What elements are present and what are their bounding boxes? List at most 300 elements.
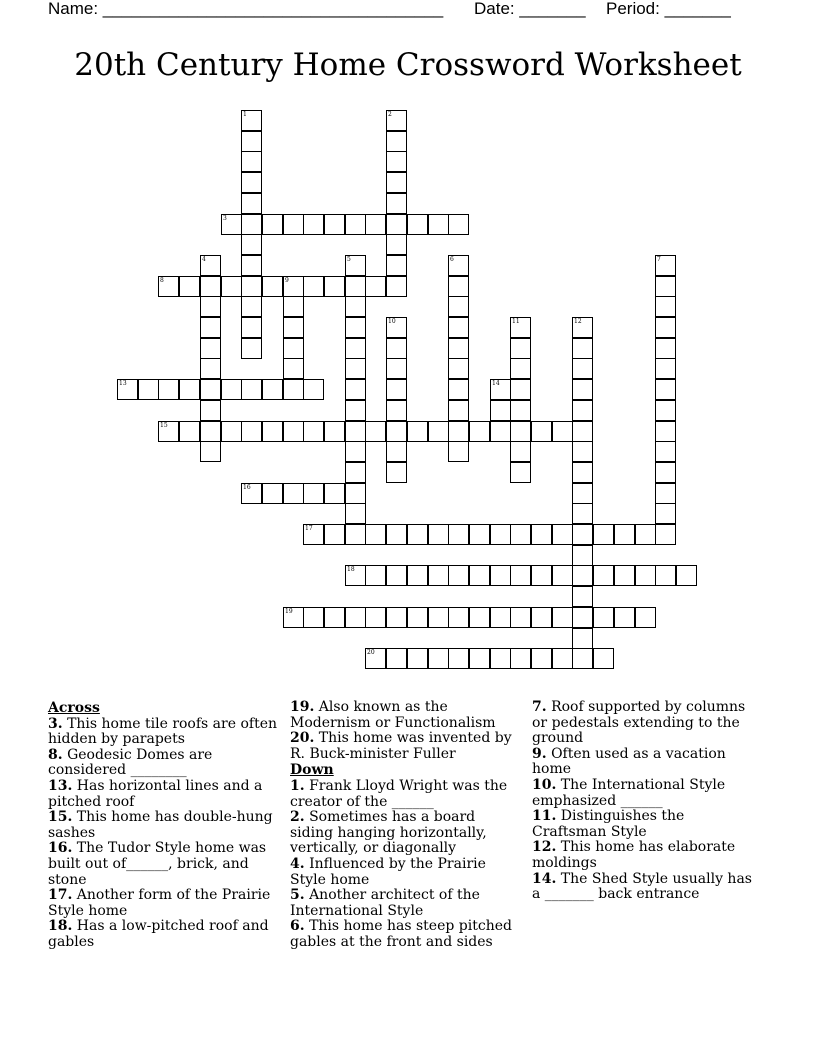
grid-cell[interactable]	[572, 565, 593, 586]
grid-cell[interactable]	[448, 255, 469, 276]
down-clue	[532, 778, 762, 809]
clue-number-label: 5.	[290, 887, 305, 904]
grid-cell[interactable]	[262, 421, 283, 442]
grid-cell[interactable]	[428, 648, 449, 669]
grid-cell[interactable]	[386, 607, 407, 628]
grid-cell[interactable]	[345, 524, 366, 545]
grid-cell[interactable]	[283, 338, 304, 359]
grid-cell[interactable]	[593, 565, 614, 586]
grid-cell[interactable]	[510, 358, 531, 379]
clue-number-label: 19.	[290, 699, 315, 715]
grid-cell[interactable]	[572, 358, 593, 379]
clue-text: Often used as a vacation home	[532, 745, 726, 778]
clue-text: Another form of the Prairie Style home	[48, 887, 271, 919]
grid-cell[interactable]	[614, 565, 635, 586]
grid-cell[interactable]	[531, 607, 552, 628]
grid-cell[interactable]	[365, 421, 386, 442]
grid-cell[interactable]	[365, 565, 386, 586]
grid-cell[interactable]	[572, 545, 593, 566]
across-clue	[48, 810, 278, 841]
grid-cell[interactable]	[469, 565, 490, 586]
grid-cell[interactable]	[200, 255, 221, 276]
grid-cell[interactable]	[469, 607, 490, 628]
grid-cell[interactable]	[448, 214, 469, 235]
grid-cell[interactable]	[179, 276, 200, 297]
grid-cell[interactable]	[448, 565, 469, 586]
grid-cell[interactable]	[490, 400, 511, 421]
grid-cell[interactable]	[324, 524, 345, 545]
grid-cell[interactable]	[303, 379, 324, 400]
clue-text: This home has elaborate moldings	[532, 839, 736, 871]
clue-text: The International Style emphasized ______	[532, 776, 726, 809]
grid-cell[interactable]	[386, 234, 407, 255]
grid-cell[interactable]	[241, 151, 262, 172]
grid-cell[interactable]	[386, 441, 407, 462]
grid-cell[interactable]	[531, 524, 552, 545]
grid-cell[interactable]	[200, 358, 221, 379]
grid-cell[interactable]	[345, 296, 366, 317]
grid-cell[interactable]	[655, 379, 676, 400]
grid-cell[interactable]	[572, 607, 593, 628]
grid-cell[interactable]	[655, 317, 676, 338]
clue-number: 1	[243, 111, 247, 118]
grid-cell[interactable]	[572, 586, 593, 607]
grid-cell[interactable]	[655, 462, 676, 483]
down-clue	[290, 888, 520, 919]
down-clue	[532, 809, 762, 840]
grid-cell[interactable]	[241, 317, 262, 338]
grid-cell[interactable]	[303, 607, 324, 628]
grid-cell[interactable]	[345, 421, 366, 442]
grid-cell[interactable]	[490, 379, 511, 400]
clue-text: This home tile roofs are often hidden by parapets	[48, 715, 277, 748]
grid-cell[interactable]	[283, 379, 304, 400]
grid-cell[interactable]	[283, 421, 304, 442]
grid-cell[interactable]	[572, 648, 593, 669]
grid-cell[interactable]	[448, 379, 469, 400]
grid-cell[interactable]	[241, 234, 262, 255]
grid-cell[interactable]	[345, 441, 366, 462]
grid-cell[interactable]	[386, 338, 407, 359]
grid-cell[interactable]	[614, 607, 635, 628]
down-clue	[290, 779, 520, 810]
grid-cell[interactable]	[345, 565, 366, 586]
grid-cell[interactable]	[572, 503, 593, 524]
down-clue	[532, 747, 762, 778]
clue-number-label: 6.	[290, 918, 305, 935]
grid-cell[interactable]	[531, 565, 552, 586]
down-clue	[290, 810, 520, 857]
grid-cell[interactable]	[572, 421, 593, 442]
across-clue	[48, 779, 278, 810]
grid-cell[interactable]	[200, 317, 221, 338]
clue-number-label: 7.	[532, 699, 547, 715]
grid-cell[interactable]	[262, 214, 283, 235]
clue-number-label: 8.	[48, 746, 63, 763]
clue-text: The Shed Style usually has a _______ back entrance	[532, 870, 752, 903]
grid-cell[interactable]	[241, 255, 262, 276]
grid-cell[interactable]	[345, 503, 366, 524]
grid-cell[interactable]	[572, 400, 593, 421]
grid-cell[interactable]	[241, 172, 262, 193]
grid-cell[interactable]	[531, 421, 552, 442]
across-clue	[290, 731, 520, 762]
down-clue	[532, 700, 762, 747]
grid-cell[interactable]	[572, 317, 593, 338]
grid-cell[interactable]	[221, 379, 242, 400]
grid-cell[interactable]	[386, 110, 407, 131]
grid-cell[interactable]	[283, 296, 304, 317]
grid-cell[interactable]	[386, 379, 407, 400]
grid-cell[interactable]	[469, 421, 490, 442]
clue-number: 4	[202, 256, 206, 263]
grid-cell[interactable]	[303, 214, 324, 235]
grid-cell[interactable]	[262, 276, 283, 297]
grid-cell[interactable]	[655, 400, 676, 421]
grid-cell[interactable]	[407, 607, 428, 628]
clue-number-label: 20.	[290, 730, 315, 747]
clue-number-label: 15.	[48, 809, 73, 826]
grid-cell[interactable]	[572, 628, 593, 649]
grid-cell[interactable]	[386, 462, 407, 483]
grid-cell[interactable]	[448, 441, 469, 462]
grid-cell[interactable]	[386, 255, 407, 276]
grid-cell[interactable]	[448, 400, 469, 421]
grid-cell[interactable]	[158, 379, 179, 400]
grid-cell[interactable]	[531, 648, 552, 669]
page-title: 20th Century Home Crossword Worksheet	[74, 47, 742, 83]
clue-column-3	[532, 700, 762, 903]
clue-text: Influenced by the Prairie Style home	[290, 855, 486, 888]
clue-number: 11	[512, 318, 520, 325]
down-clue	[290, 857, 520, 888]
grid-cell[interactable]	[386, 421, 407, 442]
grid-cell[interactable]	[490, 648, 511, 669]
grid-cell[interactable]	[428, 214, 449, 235]
clue-text: Also known as the Modernism or Functionalism	[290, 699, 496, 731]
grid-cell[interactable]	[345, 462, 366, 483]
grid-cell[interactable]	[283, 358, 304, 379]
grid-cell[interactable]	[448, 648, 469, 669]
grid-cell[interactable]	[386, 193, 407, 214]
grid-cell[interactable]	[345, 400, 366, 421]
grid-cell[interactable]	[283, 317, 304, 338]
grid-cell[interactable]	[510, 400, 531, 421]
clue-number: 12	[574, 318, 582, 325]
clue-number-label: 3.	[48, 715, 63, 732]
grid-cell[interactable]	[510, 524, 531, 545]
grid-cell[interactable]	[572, 441, 593, 462]
grid-cell[interactable]	[158, 421, 179, 442]
grid-cell[interactable]	[386, 151, 407, 172]
grid-cell[interactable]	[655, 358, 676, 379]
grid-cell[interactable]	[303, 276, 324, 297]
grid-cell[interactable]	[428, 524, 449, 545]
grid-cell[interactable]	[593, 524, 614, 545]
grid-cell[interactable]	[283, 276, 304, 297]
grid-cell[interactable]	[655, 276, 676, 297]
clue-number-label: 2.	[290, 809, 305, 826]
grid-cell[interactable]	[241, 296, 262, 317]
clue-column-2	[290, 700, 520, 951]
grid-cell[interactable]	[552, 648, 573, 669]
clue-number: 10	[388, 318, 396, 325]
grid-cell[interactable]	[469, 648, 490, 669]
grid-cell[interactable]	[241, 379, 262, 400]
grid-cell[interactable]	[241, 338, 262, 359]
grid-cell[interactable]	[655, 483, 676, 504]
grid-cell[interactable]	[510, 648, 531, 669]
clue-text: Sometimes has a board siding hanging horizontally, vertically, or diagonally	[290, 809, 487, 857]
grid-cell[interactable]	[469, 524, 490, 545]
grid-cell[interactable]	[386, 172, 407, 193]
down-clue	[532, 840, 762, 871]
grid-cell[interactable]	[386, 648, 407, 669]
grid-cell[interactable]	[407, 565, 428, 586]
grid-cell[interactable]	[365, 648, 386, 669]
grid-cell[interactable]	[593, 648, 614, 669]
down-clue	[290, 919, 520, 950]
clue-number: 9	[285, 277, 289, 284]
grid-cell[interactable]	[655, 421, 676, 442]
grid-cell[interactable]	[324, 276, 345, 297]
grid-cell[interactable]	[324, 421, 345, 442]
grid-cell[interactable]	[138, 379, 159, 400]
date-field[interactable]: Date: _______	[474, 0, 586, 18]
grid-cell[interactable]	[324, 214, 345, 235]
grid-cell[interactable]	[386, 524, 407, 545]
grid-cell[interactable]	[179, 379, 200, 400]
grid-cell[interactable]	[490, 565, 511, 586]
grid-cell[interactable]	[200, 379, 221, 400]
clue-number-label: 17.	[48, 887, 73, 904]
grid-cell[interactable]	[303, 483, 324, 504]
across-heading: Across	[48, 700, 100, 716]
grid-cell[interactable]	[386, 400, 407, 421]
grid-cell[interactable]	[324, 607, 345, 628]
period-field[interactable]: Period: _______	[606, 0, 731, 18]
grid-cell[interactable]	[386, 317, 407, 338]
grid-cell[interactable]	[283, 483, 304, 504]
grid-cell[interactable]	[428, 607, 449, 628]
grid-cell[interactable]	[407, 214, 428, 235]
clue-text: This home was invented by R. Buck-minister Fuller	[290, 730, 512, 762]
clue-number: 19	[285, 608, 293, 615]
grid-cell[interactable]	[221, 421, 242, 442]
clue-text: Has a low-pitched roof and gables	[48, 918, 269, 950]
grid-cell[interactable]	[241, 193, 262, 214]
clue-number-label: 13.	[48, 777, 73, 794]
grid-cell[interactable]	[510, 379, 531, 400]
grid-cell[interactable]	[655, 338, 676, 359]
grid-cell[interactable]	[303, 421, 324, 442]
grid-cell[interactable]	[283, 607, 304, 628]
name-field[interactable]: Name: ____________________________________	[48, 0, 444, 18]
grid-cell[interactable]	[241, 421, 262, 442]
grid-cell[interactable]	[200, 276, 221, 297]
down-clue	[532, 872, 762, 903]
across-clue	[48, 717, 278, 748]
clue-text: Has horizontal lines and a pitched roof	[48, 777, 263, 810]
grid-cell[interactable]	[200, 441, 221, 462]
clue-number-label: 11.	[532, 808, 557, 825]
clue-number-label: 1.	[290, 777, 305, 794]
grid-cell[interactable]	[428, 421, 449, 442]
grid-cell[interactable]	[283, 214, 304, 235]
clue-number-label: 9.	[532, 745, 547, 762]
across-clue	[48, 888, 278, 919]
clue-text: The Tudor Style home was built out of______, brick, and stone	[48, 840, 267, 888]
grid-cell[interactable]	[200, 338, 221, 359]
grid-cell[interactable]	[365, 214, 386, 235]
grid-cell[interactable]	[510, 565, 531, 586]
grid-cell[interactable]	[448, 524, 469, 545]
grid-cell[interactable]	[448, 317, 469, 338]
grid-cell[interactable]	[241, 110, 262, 131]
grid-cell[interactable]	[572, 462, 593, 483]
across-clue	[48, 919, 278, 950]
clue-column-1	[48, 700, 278, 951]
grid-cell[interactable]	[386, 214, 407, 235]
clue-number: 6	[450, 256, 454, 263]
grid-cell[interactable]	[303, 524, 324, 545]
grid-cell[interactable]	[262, 379, 283, 400]
grid-cell[interactable]	[635, 565, 656, 586]
clue-text: Distinguishes the Craftsman Style	[532, 808, 685, 840]
down-heading: Down	[290, 762, 334, 779]
grid-cell[interactable]	[407, 421, 428, 442]
grid-cell[interactable]	[552, 421, 573, 442]
grid-cell[interactable]	[345, 276, 366, 297]
grid-cell[interactable]	[345, 379, 366, 400]
grid-cell[interactable]	[510, 607, 531, 628]
clue-number: 2	[388, 111, 392, 118]
grid-cell[interactable]	[241, 131, 262, 152]
clue-text: Geodesic Domes are considered ________	[48, 746, 213, 779]
grid-cell[interactable]	[386, 358, 407, 379]
grid-cell[interactable]	[345, 214, 366, 235]
grid-cell[interactable]	[510, 441, 531, 462]
clue-number: 15	[160, 422, 168, 429]
grid-cell[interactable]	[593, 607, 614, 628]
grid-cell[interactable]	[345, 483, 366, 504]
grid-cell[interactable]	[572, 338, 593, 359]
grid-cell[interactable]	[324, 483, 345, 504]
grid-cell[interactable]	[386, 276, 407, 297]
clue-number-label: 10.	[532, 776, 557, 793]
across-clue	[48, 748, 278, 779]
grid-cell[interactable]	[552, 607, 573, 628]
clue-number: 20	[367, 649, 375, 656]
clue-text: This home has steep pitched gables at the front and sides	[290, 918, 512, 950]
grid-cell[interactable]	[635, 524, 656, 545]
grid-cell[interactable]	[448, 338, 469, 359]
clue-number: 3	[223, 215, 227, 222]
grid-cell[interactable]	[635, 607, 656, 628]
clue-number: 8	[160, 277, 164, 284]
clue-number: 17	[305, 525, 313, 532]
grid-cell[interactable]	[614, 524, 635, 545]
clue-text: Roof supported by columns or pedestals extending to the ground	[532, 699, 746, 747]
clue-text: This home has double-hung sashes	[48, 809, 273, 841]
grid-cell[interactable]	[221, 214, 242, 235]
clue-text: Another architect of the International Style	[290, 887, 480, 919]
grid-cell[interactable]	[345, 607, 366, 628]
grid-cell[interactable]	[241, 276, 262, 297]
grid-cell[interactable]	[676, 565, 697, 586]
grid-cell[interactable]	[572, 483, 593, 504]
grid-cell[interactable]	[490, 524, 511, 545]
grid-cell[interactable]	[179, 421, 200, 442]
grid-cell[interactable]	[241, 483, 262, 504]
grid-cell[interactable]	[345, 358, 366, 379]
grid-cell[interactable]	[386, 131, 407, 152]
clue-number: 16	[243, 484, 251, 491]
grid-cell[interactable]	[448, 296, 469, 317]
grid-cell[interactable]	[262, 483, 283, 504]
grid-cell[interactable]	[510, 462, 531, 483]
clue-number-label: 18.	[48, 918, 73, 935]
grid-cell[interactable]	[117, 379, 138, 400]
grid-cell[interactable]	[221, 276, 242, 297]
clue-number-label: 4.	[290, 855, 305, 872]
grid-cell[interactable]	[655, 441, 676, 462]
clue-text: Frank Lloyd Wright was the creator of the ______	[290, 777, 508, 810]
grid-cell[interactable]	[448, 358, 469, 379]
grid-cell[interactable]	[428, 565, 449, 586]
grid-cell[interactable]	[448, 607, 469, 628]
grid-cell[interactable]	[407, 524, 428, 545]
grid-cell[interactable]	[510, 317, 531, 338]
clue-number-label: 12.	[532, 839, 557, 856]
grid-cell[interactable]	[448, 276, 469, 297]
grid-cell[interactable]	[490, 607, 511, 628]
across-clue	[290, 700, 520, 731]
clue-number: 18	[347, 566, 355, 573]
grid-cell[interactable]	[510, 338, 531, 359]
grid-cell[interactable]	[510, 421, 531, 442]
grid-cell[interactable]	[345, 338, 366, 359]
grid-cell[interactable]	[448, 421, 469, 442]
grid-cell[interactable]	[386, 565, 407, 586]
grid-cell[interactable]	[365, 524, 386, 545]
grid-cell[interactable]	[407, 648, 428, 669]
grid-cell[interactable]	[365, 607, 386, 628]
grid-cell[interactable]	[572, 524, 593, 545]
grid-cell[interactable]	[200, 400, 221, 421]
grid-cell[interactable]	[490, 421, 511, 442]
grid-cell[interactable]	[552, 524, 573, 545]
grid-cell[interactable]	[345, 317, 366, 338]
grid-cell[interactable]	[345, 255, 366, 276]
grid-cell[interactable]	[655, 503, 676, 524]
grid-cell[interactable]	[200, 296, 221, 317]
grid-cell[interactable]	[241, 214, 262, 235]
grid-cell[interactable]	[552, 565, 573, 586]
grid-cell[interactable]	[572, 379, 593, 400]
grid-cell[interactable]	[655, 255, 676, 276]
grid-cell[interactable]	[655, 565, 676, 586]
clue-number-label: 16.	[48, 840, 73, 857]
grid-cell[interactable]	[158, 276, 179, 297]
clue-number: 5	[347, 256, 351, 263]
grid-cell[interactable]	[655, 524, 676, 545]
grid-cell[interactable]	[200, 421, 221, 442]
clue-number: 13	[119, 380, 127, 387]
across-clue	[48, 841, 278, 888]
grid-cell[interactable]	[655, 296, 676, 317]
grid-cell[interactable]	[365, 276, 386, 297]
